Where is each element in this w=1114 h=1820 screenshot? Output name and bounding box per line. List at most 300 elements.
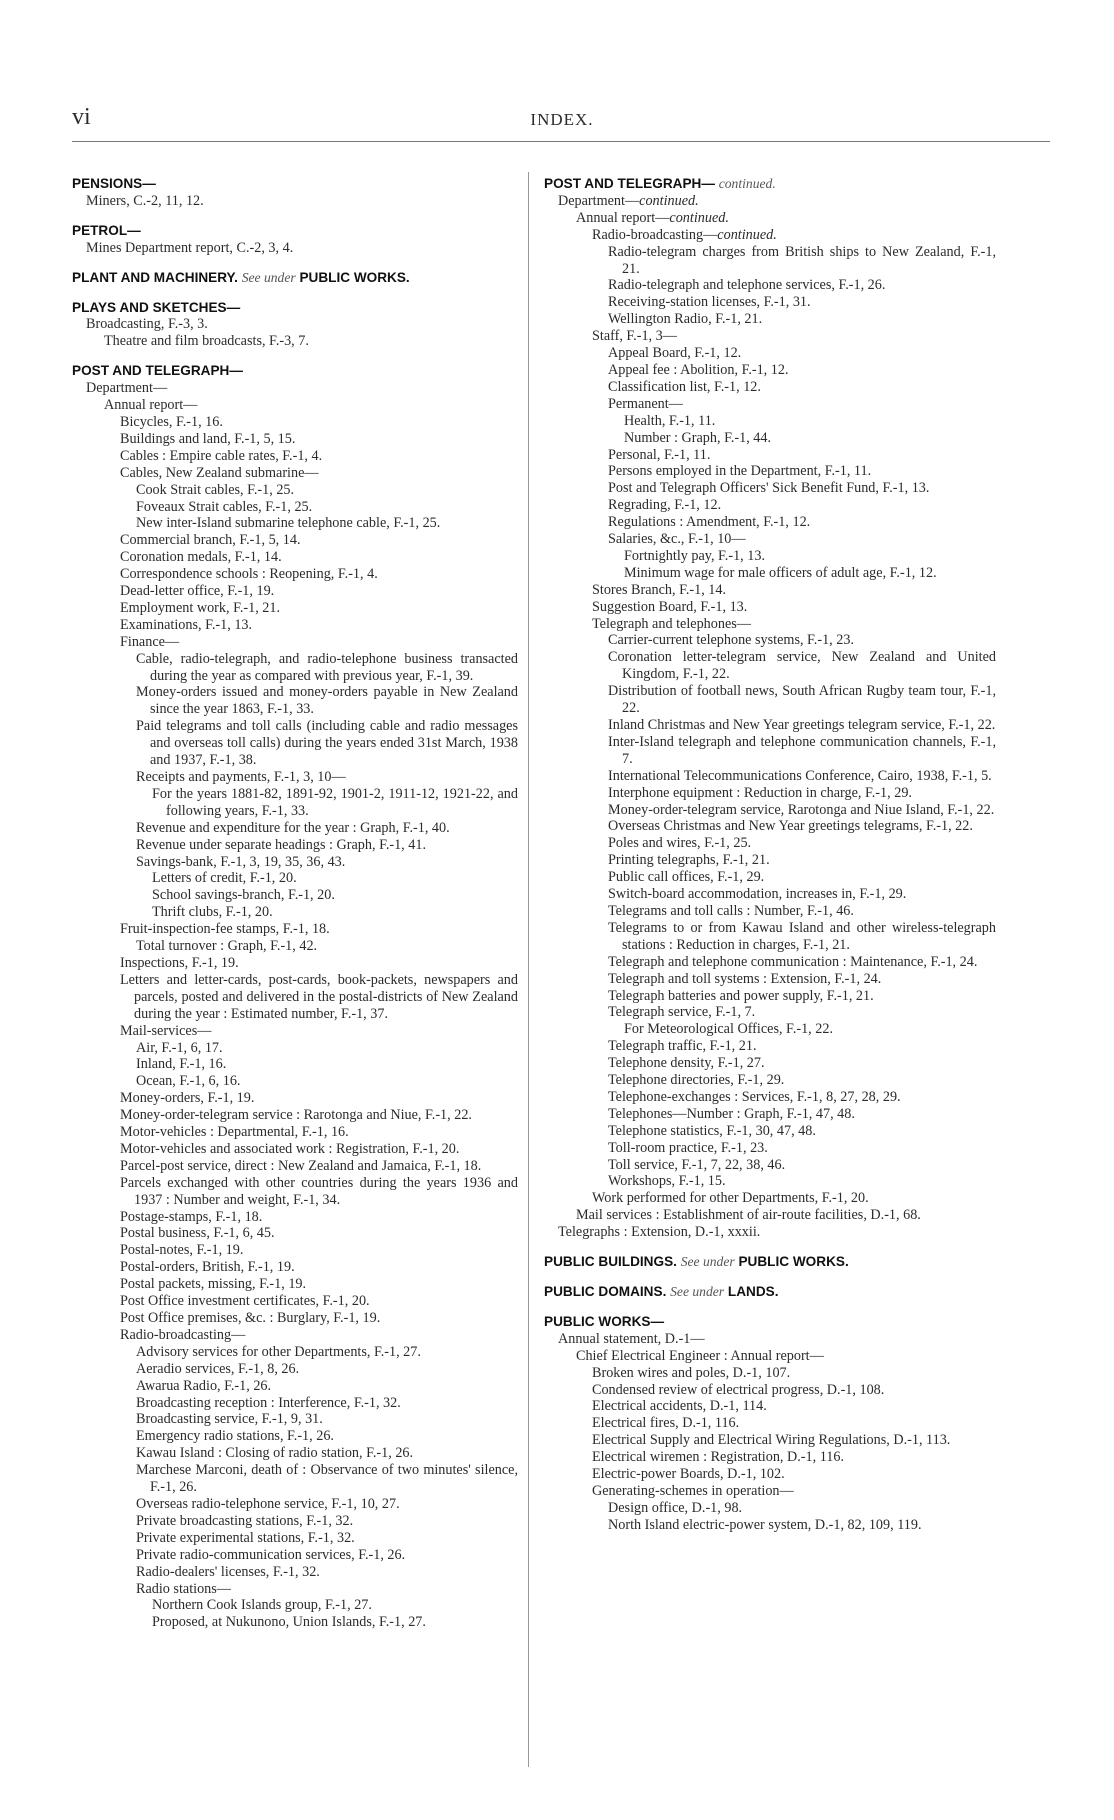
entry-text: Thrift clubs, F.-1, 20. [152,904,273,921]
entry-text: Parcel-post service, direct : New Zealand and Jamaica, F.-1, 18. [120,1157,482,1174]
entry-text: Broadcasting service, F.-1, 9, 31. [136,1411,323,1428]
heading-text: POST AND TELEGRAPH— [544,176,715,191]
see-reference-label: See under [241,269,296,285]
see-reference-target: PUBLIC WORKS. [738,1254,849,1270]
entry-text: Inland Christmas and New Year greetings telegram service, F.-1, 22. [608,717,996,733]
entry-text: Money-orders, F.-1, 19. [120,1090,255,1107]
index-heading [544,1284,996,1301]
continued-label: continued. [669,209,729,226]
index-entry [608,1089,996,1106]
index-entry [120,921,518,938]
entry-text: Inter-Island telegraph and telephone communication channels, F.-1, 7. [608,733,996,767]
index-entry [136,1496,518,1513]
entry-text: Regulations : Amendment, F.-1, 12. [608,514,811,531]
index-entry [120,1158,518,1175]
index-entry [120,566,518,583]
index-entry [608,497,996,514]
see-reference-target: PUBLIC WORKS. [299,269,410,285]
entry-text: Telegraph and telephones— [592,615,751,632]
index-entry [592,1432,996,1449]
entry-text: Suggestion Board, F.-1, 13. [592,598,748,615]
entry-text: Telegrams to or from Kawau Island and other wireless-telegraph stations : Reduction in charges, F.-1, 21. [608,919,996,953]
index-entry [560,1224,996,1241]
index-entry [608,1004,996,1021]
entry-text: Total turnover : Graph, F.-1, 42. [136,938,318,955]
index-entry [592,616,996,633]
index-entry [608,852,996,869]
entry-text: Air, F.-1, 6, 17. [136,1039,223,1056]
entry-text: Public call offices, F.-1, 29. [608,869,765,886]
entry-text: Telegraph traffic, F.-1, 21. [608,1038,757,1055]
index-entry [608,920,996,954]
index-entry [608,447,996,464]
entry-text: Radio stations— [136,1580,231,1597]
entry-text: Telegraph and telephone communication : Maintenance, F.-1, 24. [608,953,978,970]
index-entry [120,600,518,617]
index-entry [608,379,996,396]
index-entry [608,244,996,278]
index-entry [120,414,518,431]
index-entry [152,786,518,820]
index-entry [120,1242,518,1259]
index-entry [152,870,518,887]
index-entry [120,972,518,1023]
entry-text: Dead-letter office, F.-1, 19. [120,583,275,600]
index-entry [560,193,996,210]
index-entry [152,904,518,921]
index-entry [624,430,996,447]
index-entry [152,887,518,904]
entry-text: Postal-notes, F.-1, 19. [120,1242,244,1259]
index-entry [608,277,996,294]
entry-text: Chief Electrical Engineer : Annual report— [576,1347,824,1364]
index-entry [152,1597,518,1614]
index-entry [120,1141,518,1158]
entry-text: Telegraph batteries and power supply, F.-1, 21. [608,987,874,1004]
entry-text: Coronation medals, F.-1, 14. [120,549,282,566]
entry-text: Generating-schemes in operation— [592,1482,794,1499]
index-entry [104,397,518,414]
index-entry [120,1090,518,1107]
entry-text: Private radio-communication services, F.-1, 26. [136,1546,406,1563]
entry-text: Personal, F.-1, 11. [608,446,711,463]
index-entry [608,649,996,683]
entry-text: Proposed, at Nukunono, Union Islands, F.-1, 27. [152,1614,426,1631]
entry-text: Radio-telegraph and telephone services, F.-1, 26. [608,277,886,294]
entry-text: Annual report— [576,209,670,226]
index-entry [136,515,518,532]
entry-text: Revenue under separate headings : Graph, F.-1, 41. [136,836,427,853]
entry-text: Awarua Radio, F.-1, 26. [136,1377,272,1394]
index-entry [624,1021,996,1038]
entry-text: Poles and wires, F.-1, 25. [608,835,752,852]
entry-text: Carrier-current telephone systems, F.-1, 23. [608,632,855,649]
entry-text: Receiving-station licenses, F.-1, 31. [608,294,811,311]
entry-text: Electric-power Boards, D.-1, 102. [592,1466,785,1483]
index-entry [592,1365,996,1382]
index-entry [608,954,996,971]
entry-text: Electrical accidents, D.-1, 114. [592,1398,767,1415]
entry-text: Telephone-exchanges : Services, F.-1, 8, 27, 28, 29. [608,1088,901,1105]
index-entry [136,1581,518,1598]
index-entry [120,583,518,600]
index-entry [576,1348,996,1365]
entry-text: Classification list, F.-1, 12. [608,378,761,395]
entry-text: Cook Strait cables, F.-1, 25. [136,481,295,498]
index-entry [120,1276,518,1293]
index-entry [136,718,518,769]
index-entry [120,1209,518,1226]
index-entry [608,294,996,311]
continued-label: continued. [639,192,699,209]
index-entry [592,1398,996,1415]
entry-text: Money-orders issued and money-orders payable in New Zealand since the year 1863, F.-1, 33. [136,684,518,718]
index-entry [592,1449,996,1466]
entry-text: Telephone statistics, F.-1, 30, 47, 48. [608,1122,816,1139]
index-entry [120,549,518,566]
entry-text: Printing telegraphs, F.-1, 21. [608,852,770,869]
index-entry [608,531,996,548]
index-entry [592,1382,996,1399]
index-entry [120,1107,518,1124]
see-reference-label: See under [670,1284,725,1299]
index-entry [608,1038,996,1055]
entry-text: For Meteorological Offices, F.-1, 22. [624,1021,834,1038]
index-heading [544,1254,996,1271]
index-entry [608,785,996,802]
entry-text: Salaries, &c., F.-1, 10— [608,531,746,548]
index-entry [608,480,996,497]
index-entry [576,1207,996,1224]
index-entry [608,1106,996,1123]
entry-text: Finance— [120,633,180,650]
index-entry [136,769,518,786]
entry-text: International Telecommunications Conference, Cairo, 1938, F.-1, 5. [608,767,992,784]
index-heading [72,270,518,287]
index-entry [136,837,518,854]
entry-text: Examinations, F.-1, 13. [120,616,253,633]
index-entry [592,1483,996,1500]
entry-text: Foveaux Strait cables, F.-1, 25. [136,498,313,515]
index-entry [120,1310,518,1327]
index-entry [152,1614,518,1631]
entry-text: Work performed for other Departments, F.-1, 20. [592,1190,869,1207]
index-entry [120,1124,518,1141]
index-entry [136,1445,518,1462]
entry-text: Electrical Supply and Electrical Wiring Regulations, D.-1, 113. [592,1432,951,1449]
entry-text: Broadcasting, F.-3, 3. [86,316,208,333]
see-reference-label: continued. [718,176,776,191]
index-heading [72,176,518,193]
index-entry [608,463,996,480]
see-reference-label: See under [680,1254,735,1270]
entry-text: Workshops, F.-1, 15. [608,1173,726,1190]
entry-text: Department— [86,380,168,397]
index-entry [120,532,518,549]
heading-text: PUBLIC BUILDINGS. [544,1254,677,1270]
index-entry [120,465,518,482]
index-entry [608,971,996,988]
index-entry [120,1023,518,1040]
index-entry [104,333,518,350]
entry-text: Radio-telegram charges from British ships to New Zealand, F.-1, 21. [608,243,996,277]
entry-text: Post and Telegraph Officers' Sick Benefit Fund, F.-1, 13. [608,480,930,497]
index-entry [608,362,996,379]
header-rule [72,141,1050,142]
index-entry [136,1073,518,1090]
index-entry [592,227,996,244]
index-entry [608,1500,996,1517]
index-heading [72,300,518,317]
heading-text: PETROL— [72,222,141,238]
index-heading [72,363,518,380]
index-entry [120,634,518,651]
index-entry [608,1123,996,1140]
entry-text: School savings-branch, F.-1, 20. [152,887,335,904]
index-entry [136,1395,518,1412]
index-entry [608,1517,996,1534]
entry-text: Electrical wiremen : Registration, D.-1, 116. [592,1449,845,1466]
entry-text: Employment work, F.-1, 21. [120,599,281,616]
index-heading [544,176,996,193]
entry-text: Motor-vehicles and associated work : Registration, F.-1, 20. [120,1140,460,1157]
index-entry [136,1411,518,1428]
index-entry [608,886,996,903]
index-entry [136,1056,518,1073]
index-entry [88,316,518,333]
index-entry [88,380,518,397]
entry-text: Inland, F.-1, 16. [136,1056,227,1073]
entry-text: Appeal Board, F.-1, 12. [608,345,742,362]
entry-text: Kawau Island : Closing of radio station, F.-1, 26. [136,1445,414,1462]
index-entry [608,345,996,362]
entry-text: Mines Department report, C.-2, 3, 4. [86,239,294,256]
entry-text: Annual report— [104,397,198,414]
entry-text: Cable, radio-telegraph, and radio-telephone business transacted during the year as compared with previous year, F.-1, 39. [136,650,518,684]
index-entry [608,903,996,920]
heading-text: PENSIONS— [72,176,156,191]
entry-text: Bicycles, F.-1, 16. [120,413,223,430]
entry-text: Motor-vehicles : Departmental, F.-1, 16. [120,1124,349,1141]
index-entry [608,768,996,785]
entry-text: Coronation letter-telegram service, New Zealand and United Kingdom, F.-1, 22. [608,649,996,683]
index-entry [120,1259,518,1276]
entry-text: Condensed review of electrical progress, D.-1, 108. [592,1381,885,1398]
index-entry [608,717,996,734]
index-entry [120,1175,518,1209]
entry-text: Telegraph service, F.-1, 7. [608,1004,756,1021]
entry-text: Marchese Marconi, death of : Observance of two minutes' silence, F.-1, 26. [136,1462,518,1496]
entry-text: Toll-room practice, F.-1, 23. [608,1139,768,1156]
index-entry [136,651,518,685]
entry-text: Money-order-telegram service : Rarotonga and Niue, F.-1, 22. [120,1107,472,1124]
index-entry [608,1140,996,1157]
entry-text: Paid telegrams and toll calls (including cable and radio messages and overseas toll calls) during the years ended 31st March, 1938 and 1937, F.-1, 38. [136,718,518,769]
index-entry [592,328,996,345]
index-entry [560,1331,996,1348]
entry-text: Cables, New Zealand submarine— [120,464,319,481]
entry-text: Telephones—Number : Graph, F.-1, 47, 48. [608,1105,855,1122]
index-entry [136,1547,518,1564]
entry-text: Postal-orders, British, F.-1, 19. [120,1259,295,1276]
index-entry [120,431,518,448]
entry-text: Post Office investment certificates, F.-1, 20. [120,1293,370,1310]
entry-text: Annual statement, D.-1— [558,1330,705,1347]
heading-text: PUBLIC WORKS— [544,1313,665,1329]
index-entry [136,854,518,871]
entry-text: Design office, D.-1, 98. [608,1499,743,1516]
entry-text: Miners, C.-2, 11, 12. [86,192,204,209]
entry-text: Letters and letter-cards, post-cards, book-packets, newspapers and parcels, posted and delivered in the postal-districts of New Zealand during the year : Estimated number, F.-1, 37. [120,971,518,1022]
index-entry [608,869,996,886]
entry-text: Letters of credit, F.-1, 20. [152,870,297,887]
index-entry [136,1530,518,1547]
entry-text: North Island electric-power system, D.-1, 82, 109, 119. [608,1516,922,1533]
page-title: INDEX. [530,110,594,129]
entry-text: Radio-dealers' licenses, F.-1, 32. [136,1563,320,1580]
index-entry [608,514,996,531]
index-entry [136,482,518,499]
index-entry [120,617,518,634]
index-entry [592,582,996,599]
entry-text: Telegraph and toll systems : Extension, F.-1, 24. [608,970,882,987]
entry-text: Receipts and payments, F.-1, 3, 10— [136,769,346,785]
index-entry [120,448,518,465]
index-column-right [544,176,996,1534]
entry-text: Emergency radio stations, F.-1, 26. [136,1428,334,1445]
entry-text: Savings-bank, F.-1, 3, 19, 35, 36, 43. [136,853,346,870]
entry-text: Broken wires and poles, D.-1, 107. [592,1364,791,1381]
entry-text: Telegraphs : Extension, D.-1, xxxii. [558,1224,761,1241]
entry-text: Theatre and film broadcasts, F.-3, 7. [104,333,309,350]
entry-text: Health, F.-1, 11. [624,412,716,429]
index-entry [136,1462,518,1496]
index-entry [120,1293,518,1310]
index-entry [88,193,518,210]
index-entry [608,835,996,852]
entry-text: Number : Graph, F.-1, 44. [624,429,772,446]
entry-text: Post Office premises, &c. : Burglary, F.-1, 19. [120,1310,381,1326]
entry-text: Electrical fires, D.-1, 116. [592,1415,740,1432]
entry-text: Broadcasting reception : Interference, F.-1, 32. [136,1394,401,1411]
entry-text: Radio-broadcasting— [120,1326,246,1343]
entry-text: Mail services : Establishment of air-route facilities, D.-1, 68. [576,1207,921,1224]
entry-text: Overseas Christmas and New Year greetings telegrams, F.-1, 22. [608,818,973,835]
index-entry [136,938,518,955]
index-entry [136,1428,518,1445]
index-entry [608,818,996,835]
entry-text: Distribution of football news, South African Rugby team tour, F.-1, 22. [608,683,996,717]
index-entry [608,683,996,717]
heading-text: PUBLIC DOMAINS. [544,1284,667,1299]
entry-text: Interphone equipment : Reduction in charge, F.-1, 29. [608,784,912,801]
entry-text: Overseas radio-telephone service, F.-1, 10, 27. [136,1495,400,1512]
entry-text: Money-order-telegram service, Rarotonga and Niue Island, F.-1, 22. [608,801,995,818]
index-entry [608,396,996,413]
entry-text: Radio-broadcasting— [592,226,718,243]
entry-text: Fortnightly pay, F.-1, 13. [624,547,766,564]
entry-text: Buildings and land, F.-1, 5, 15. [120,430,296,447]
entry-text: Cables : Empire cable rates, F.-1, 4. [120,447,323,464]
entry-text: Inspections, F.-1, 19. [120,954,239,971]
index-entry [120,955,518,972]
entry-text: For the years 1881-82, 1891-92, 1901-2, 1911-12, 1921-22, and following years, F.-1, 33. [152,785,518,819]
entry-text: Telephone density, F.-1, 27. [608,1055,765,1072]
index-entry [592,1190,996,1207]
entry-text: Regrading, F.-1, 12. [608,497,722,514]
entry-text: Department— [558,192,640,209]
entry-text: Appeal fee : Abolition, F.-1, 12. [608,361,789,378]
index-entry [592,599,996,616]
entry-text: Correspondence schools : Reopening, F.-1, 4. [120,566,378,583]
entry-text: New inter-Island submarine telephone cable, F.-1, 25. [136,515,441,532]
index-entry [136,499,518,516]
entry-text: Aeradio services, F.-1, 8, 26. [136,1360,300,1377]
index-entry [608,802,996,819]
heading-text: PLAYS AND SKETCHES— [72,299,241,315]
entry-text: Switch-board accommodation, increases in, F.-1, 29. [608,886,907,903]
entry-text: Ocean, F.-1, 6, 16. [136,1073,241,1090]
entry-text: Commercial branch, F.-1, 5, 14. [120,532,301,549]
entry-text: Private broadcasting stations, F.-1, 32. [136,1512,354,1529]
entry-text: Persons employed in the Department, F.-1, 11. [608,463,872,480]
entry-text: Revenue and expenditure for the year : Graph, F.-1, 40. [136,819,450,836]
index-entry [608,1072,996,1089]
index-entry [88,240,518,257]
index-entry [136,1344,518,1361]
index-heading [72,223,518,240]
index-entry [592,1415,996,1432]
entry-text: Telegrams and toll calls : Number, F.-1, 46. [608,902,854,919]
entry-text: Parcels exchanged with other countries during the years 1936 and 1937 : Number and weight, F.-1, 34. [120,1174,518,1208]
index-entry [608,1173,996,1190]
index-entry [608,1157,996,1174]
entry-text: Wellington Radio, F.-1, 21. [608,311,763,328]
page-number: vi [72,104,91,130]
entry-text: Mail-services— [120,1022,212,1039]
entry-text: Postal packets, missing, F.-1, 19. [120,1276,307,1293]
entry-text: Permanent— [608,395,683,412]
page-header [72,104,1052,138]
heading-text: POST AND TELEGRAPH— [72,363,243,379]
continued-label: continued. [717,226,777,243]
index-entry [120,1327,518,1344]
index-entry [608,1055,996,1072]
index-entry [120,1225,518,1242]
entry-text: Advisory services for other Departments, F.-1, 27. [136,1343,421,1360]
index-entry [624,413,996,430]
index-entry [624,548,996,565]
entry-text: Postage-stamps, F.-1, 18. [120,1208,263,1225]
index-entry [136,1040,518,1057]
entry-text: Postal business, F.-1, 6, 45. [120,1225,275,1242]
index-entry [576,210,996,227]
entry-text: Minimum wage for male officers of adult age, F.-1, 12. [624,564,937,581]
entry-text: Telephone directories, F.-1, 29. [608,1072,785,1089]
see-reference-target: LANDS. [727,1284,779,1299]
index-entry [608,988,996,1005]
index-entry [608,734,996,768]
entry-text: Stores Branch, F.-1, 14. [592,581,727,598]
index-entry [136,684,518,718]
heading-text: PLANT AND MACHINERY. [72,269,238,285]
index-entry [136,1564,518,1581]
index-entry [592,1466,996,1483]
index-heading [544,1314,996,1331]
index-entry [624,565,996,582]
entry-text: Fruit-inspection-fee stamps, F.-1, 18. [120,921,330,938]
column-divider [528,172,529,1767]
